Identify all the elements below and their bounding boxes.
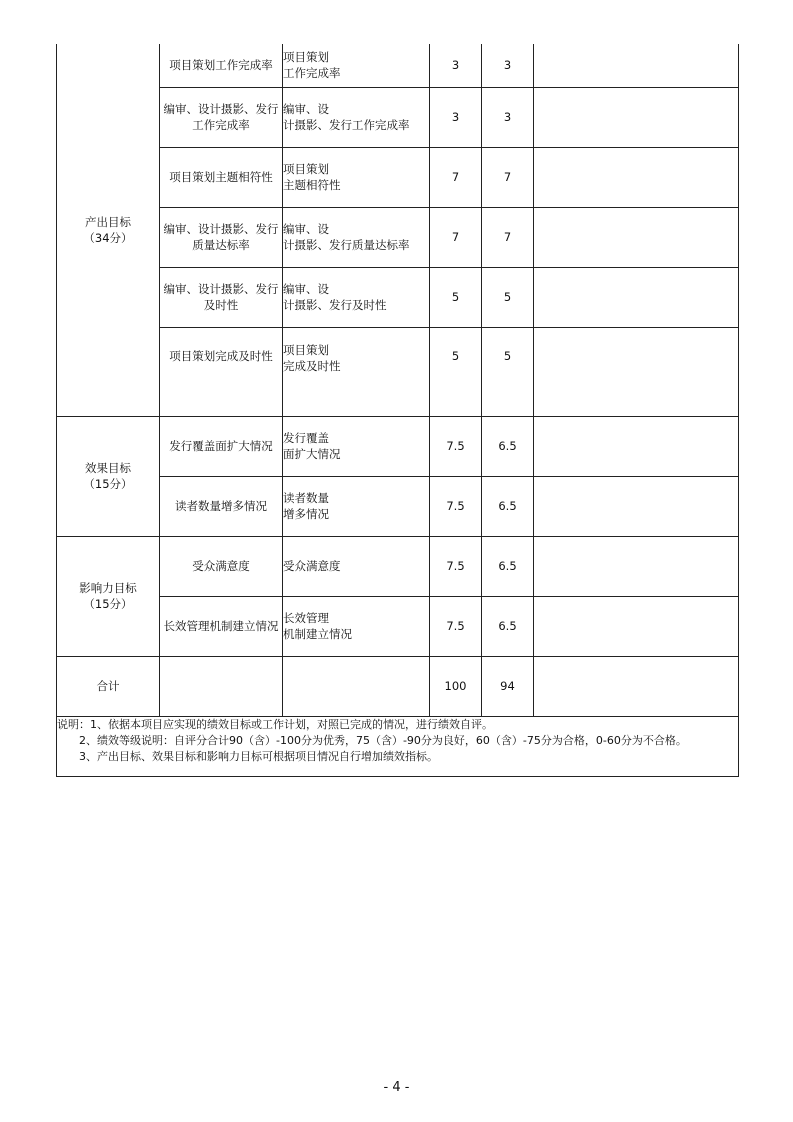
indicator-cell: 编审、设计摄影、发行 及时性 [160,267,283,327]
description-cell: 编审、设 计摄影、发行质量达标率 [283,207,430,267]
remark-cell [534,147,739,207]
indicator-cell: 编审、设计摄影、发行 质量达标率 [160,207,283,267]
table-row [57,267,739,327]
remark-cell [534,44,739,87]
annual-score-cell: 7 [430,147,482,207]
annual-score-cell: 7.5 [430,416,482,476]
indicator-cell: 长效管理机制建立情况 [160,596,283,656]
table-row [57,207,739,267]
note-line: 2、绩效等级说明：自评分合计90（含）-100分为优秀，75（含）-90分为良好，60（含）-75分为合格，0-60分为不合格。 [57,733,687,747]
description-cell: 读者数量 增多情况 [283,476,430,536]
remark-cell [534,416,739,476]
table-row [57,416,739,476]
note-line: 3、产出目标、效果目标和影响力目标可根据项目情况自行增加绩效指标。 [57,749,438,763]
description-cell: 项目策划 完成及时性 [283,327,430,416]
table-row [57,476,739,536]
category-points: （15分） [83,477,133,491]
total-label: 合计 [57,656,160,716]
indicator-cell: 项目策划工作完成率 [160,44,283,87]
self-score-cell: 3 [482,44,534,87]
page-number: - 4 - [383,1080,410,1095]
annual-score-cell: 3 [430,87,482,147]
table-row [57,44,739,87]
empty-cell [283,656,430,716]
category-points: （15分） [83,597,133,611]
self-score-cell: 6.5 [482,476,534,536]
self-score-cell: 6.5 [482,416,534,476]
description-cell: 发行覆盖 面扩大情况 [283,416,430,476]
annual-score-cell: 7 [430,207,482,267]
performance-table [56,44,739,777]
table-row [57,596,739,656]
self-score-cell: 5 [482,327,534,416]
category-name: 影响力目标 [79,581,137,595]
self-score-cell: 6.5 [482,536,534,596]
indicator-cell: 编审、设计摄影、发行 工作完成率 [160,87,283,147]
remark-cell [534,656,739,716]
self-score-cell: 5 [482,267,534,327]
annual-score-cell: 5 [430,267,482,327]
table-row [57,327,739,416]
annual-score-cell: 7.5 [430,476,482,536]
description-cell: 受众满意度 [283,536,430,596]
remark-cell [534,327,739,416]
remark-cell [534,87,739,147]
remark-cell [534,596,739,656]
table-row [57,87,739,147]
total-row [57,656,739,716]
indicator-cell: 受众满意度 [160,536,283,596]
total-annual-score: 100 [430,656,482,716]
self-score-cell: 7 [482,147,534,207]
category-impact [57,536,160,656]
table-row [57,536,739,596]
self-score-cell: 7 [482,207,534,267]
annual-score-cell: 7.5 [430,596,482,656]
remark-cell [534,476,739,536]
table-row [57,147,739,207]
description-cell: 项目策划 工作完成率 [283,44,430,87]
category-points: （34分） [83,230,133,245]
remark-cell [534,207,739,267]
remark-cell [534,536,739,596]
self-score-cell: 3 [482,87,534,147]
description-cell: 编审、设 计摄影、发行工作完成率 [283,87,430,147]
annual-score-cell: 5 [430,327,482,416]
indicator-cell: 发行覆盖面扩大情况 [160,416,283,476]
indicator-cell: 项目策划完成及时性 [160,327,283,416]
self-score-cell: 6.5 [482,596,534,656]
category-name: 效果目标 [85,461,131,475]
category-output [57,44,160,416]
annual-score-cell: 7.5 [430,536,482,596]
indicator-cell: 项目策划主题相符性 [160,147,283,207]
remark-cell [534,267,739,327]
description-cell: 编审、设 计摄影、发行及时性 [283,267,430,327]
indicator-cell: 读者数量增多情况 [160,476,283,536]
description-cell: 长效管理 机制建立情况 [283,596,430,656]
description-cell: 项目策划 主题相符性 [283,147,430,207]
category-name: 产出目标 [85,214,131,229]
annual-score-cell: 3 [430,44,482,87]
note-line: 说明：1、依据本项目应实现的绩效目标或工作计划，对照已完成的情况，进行绩效自评。 [57,717,493,731]
total-self-score: 94 [482,656,534,716]
notes [57,716,739,776]
category-effect [57,416,160,536]
empty-cell [160,656,283,716]
notes-row [57,716,739,776]
